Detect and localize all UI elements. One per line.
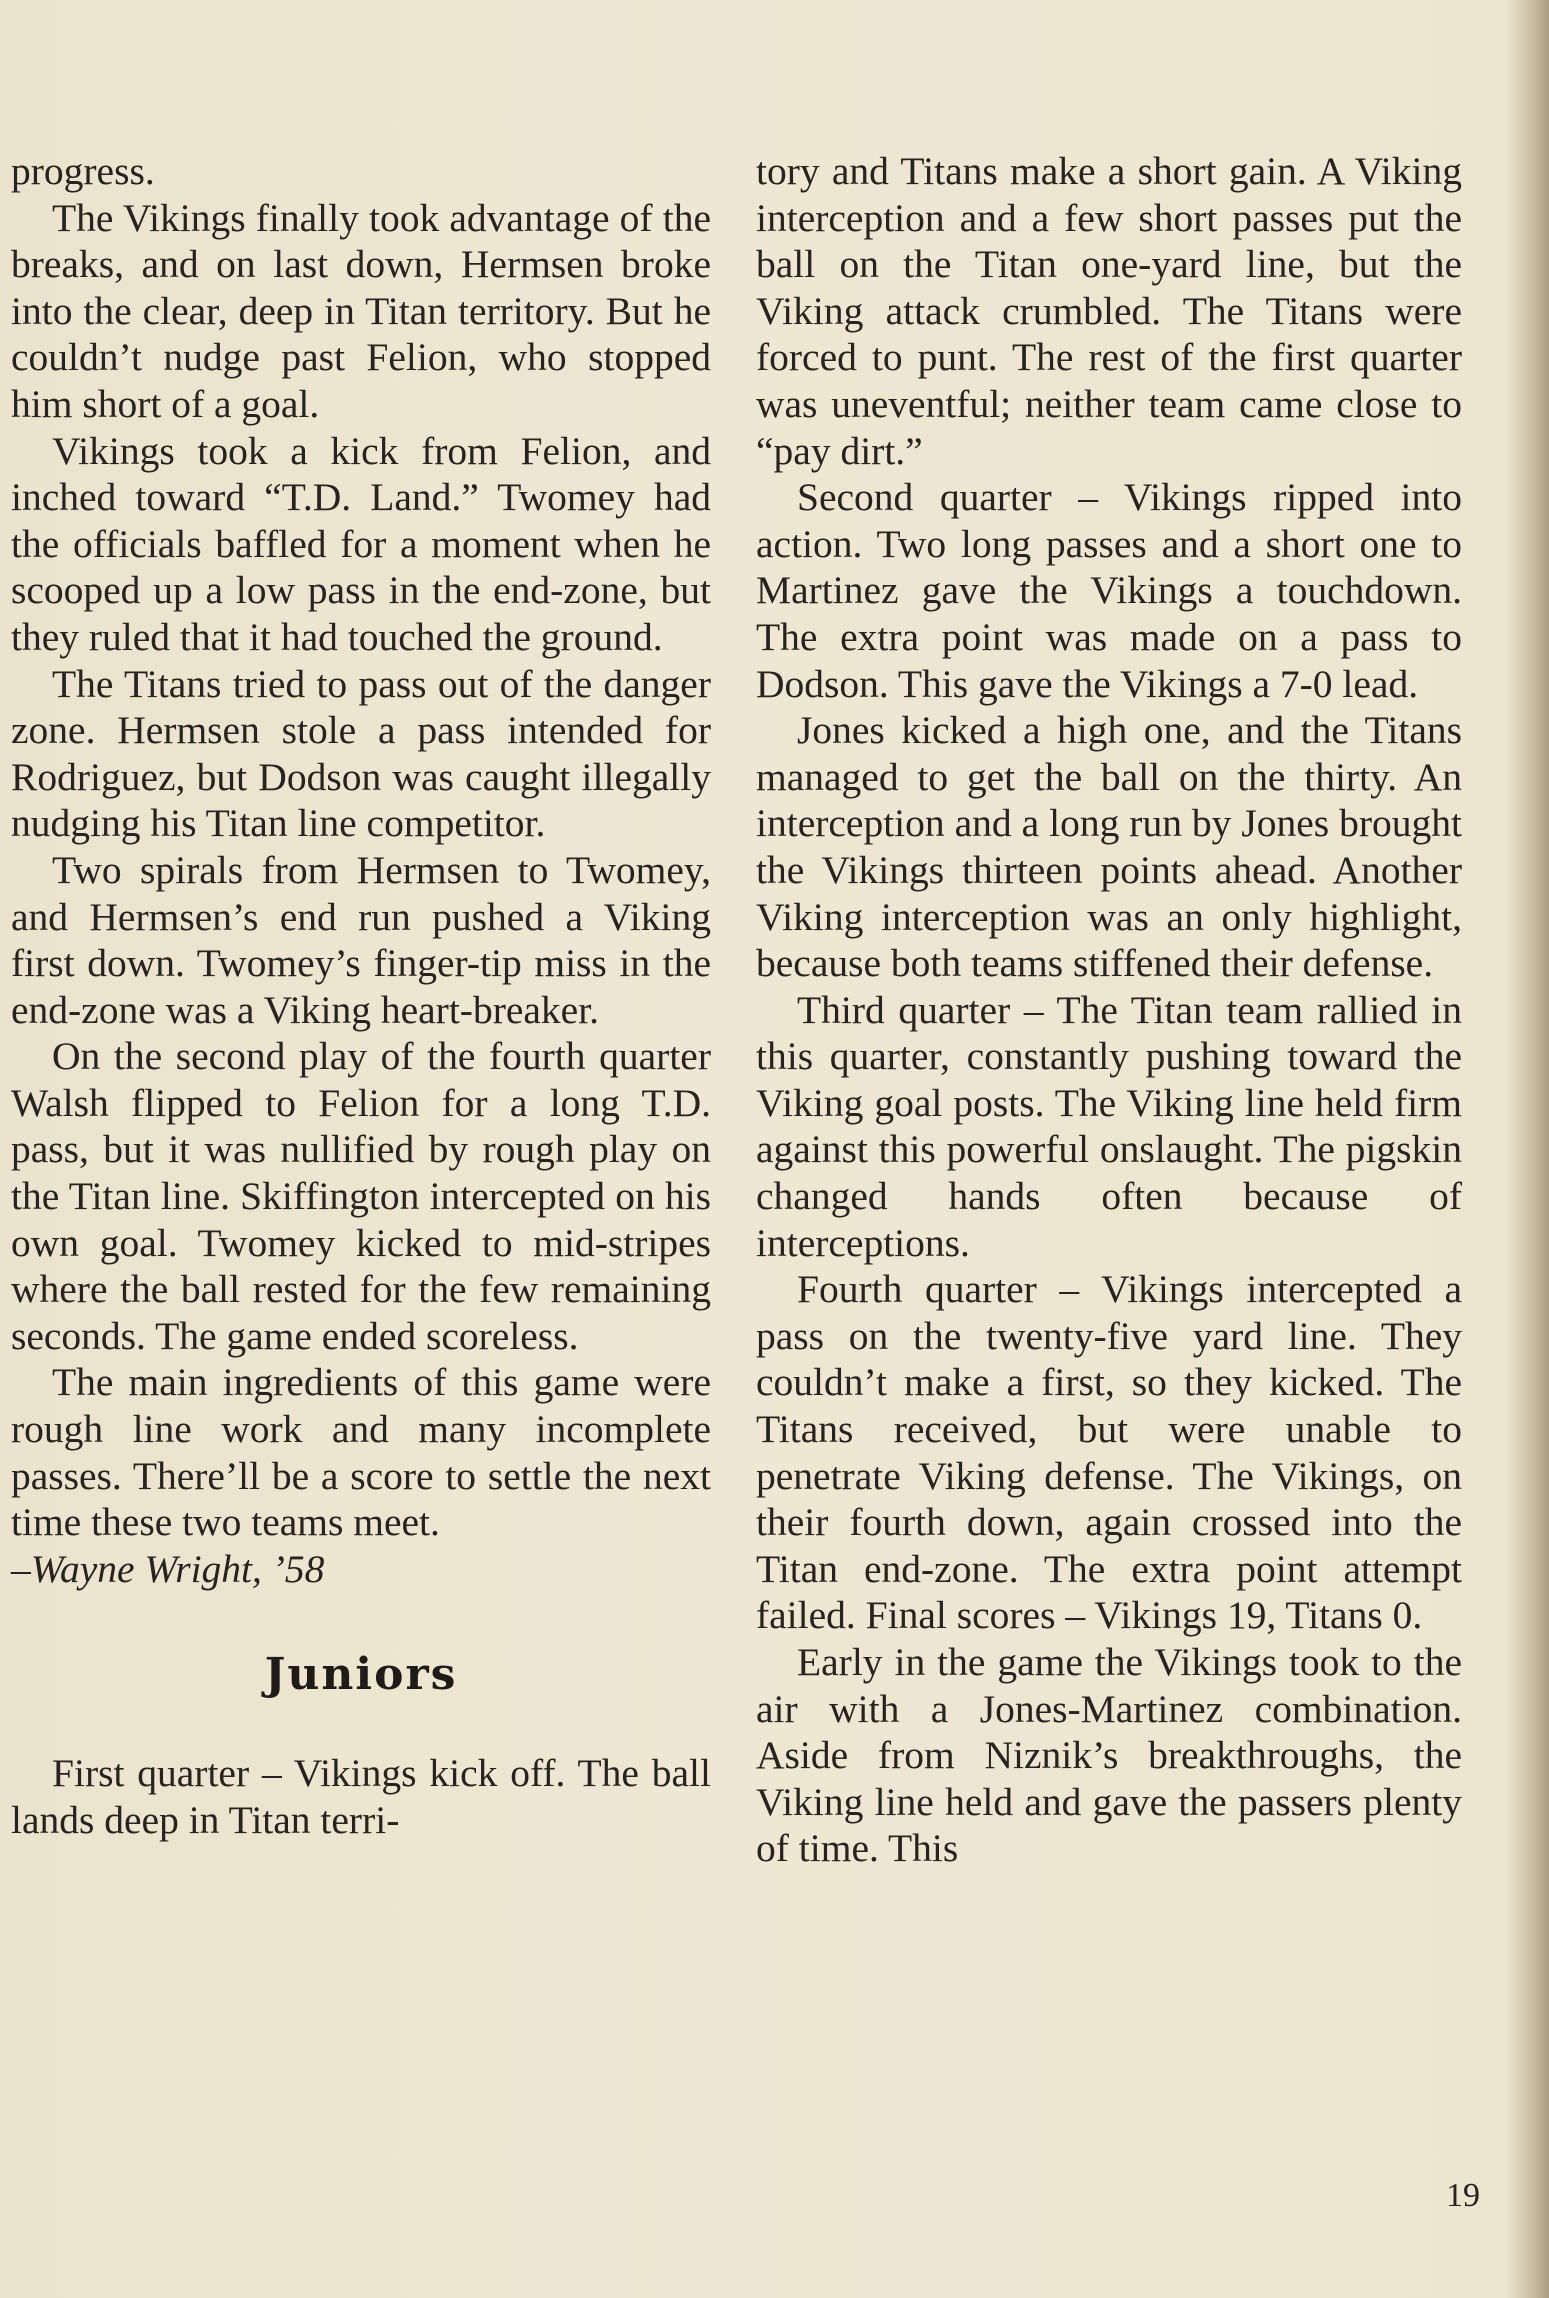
paragraph: tory and Titans make a short gain. A Viking interception and a few short passes put the ball on the Titan one-yard line, but the Viking attack crumbled. The Titans were forced to punt. The rest of the first quarter was uneventful; neither team came close to “pay dirt.” — [756, 149, 1462, 473]
right-column — [756, 148, 1462, 1872]
section-heading: Juniors — [264, 1649, 458, 1701]
paragraph: Jones kicked a high one, and the Titans managed to get the ball on the thirty. An interception and a long run by Jones brought the Vikings thirteen points ahead. Another Viking interception was an only highlight, because both teams stiffened their defense. — [756, 708, 1462, 986]
page-number: 19 — [1446, 2177, 1480, 2214]
left-column — [11, 148, 711, 1844]
paragraph: progress. — [11, 149, 155, 193]
section-spacer — [11, 1698, 711, 1750]
paragraph: The main ingredients of this game were rough line work and many incomplete passes. There’ll be a score to settle the next time these two teams meet. — [11, 1360, 711, 1545]
paragraph: Two spirals from Hermsen to Twomey, and Hermsen’s end run pushed a Viking first down. Twomey’s finger-tip miss in the end-zone was a Viking heart-breaker. — [11, 847, 711, 1032]
page-edge-shadow — [1505, 0, 1549, 2298]
paragraph: First quarter – Vikings kick off. The ball lands deep in Titan terri- — [11, 1751, 711, 1842]
byline: –Wayne Wright, ’58 — [11, 1546, 325, 1591]
paragraph: Vikings took a kick from Felion, and inched toward “T.D. Land.” Twomey had the officials baffled for a moment when he scooped up a low pass in the end-zone, but they ruled that it had touched the ground. — [11, 428, 711, 659]
paragraph: Early in the game the Vikings took to the air with a Jones-Martinez combination. Aside from Niznik’s breakthroughs, the Viking line held and gave the passers plenty of time. This — [756, 1640, 1462, 1871]
paragraph: Fourth quarter – Vikings intercepted a pass on the twenty-five yard line. They couldn’t make a first, so they kicked. The Titans received, but were unable to penetrate Viking defense. The Vikings, on their fourth down, again crossed into the Titan end-zone. The extra point attempt failed. Final scores – Vikings 19, Titans 0. — [756, 1267, 1462, 1638]
paragraph: Third quarter – The Titan team rallied in this quarter, constantly pushing toward the Viking goal posts. The Viking line held firm against this powerful onslaught. The pigskin changed hands often because of interceptions. — [756, 987, 1462, 1265]
section-spacer — [11, 1592, 711, 1652]
paragraph: On the second play of the fourth quarter Walsh flipped to Felion for a long T.D. pass, but it was nullified by rough play on the Titan line. Skiffington intercepted on his own goal. Twomey kicked to mid-stripes where the ball rested for the few remaining seconds. The game ended scoreless. — [11, 1034, 711, 1358]
paragraph: Second quarter – Vikings ripped into action. Two long passes and a short one to Martinez gave the Vikings a touchdown. The extra point was made on a pass to Dodson. This gave the Vikings a 7-0 lead. — [756, 475, 1462, 706]
paragraph: The Titans tried to pass out of the danger zone. Hermsen stole a pass intended for Rodriguez, but Dodson was caught illegally nudging his Titan line competitor. — [11, 661, 711, 846]
paragraph: The Vikings finally took advantage of the breaks, and on last down, Hermsen broke into the clear, deep in Titan territory. But he couldn’t nudge past Felion, who stopped him short of a goal. — [11, 195, 711, 426]
